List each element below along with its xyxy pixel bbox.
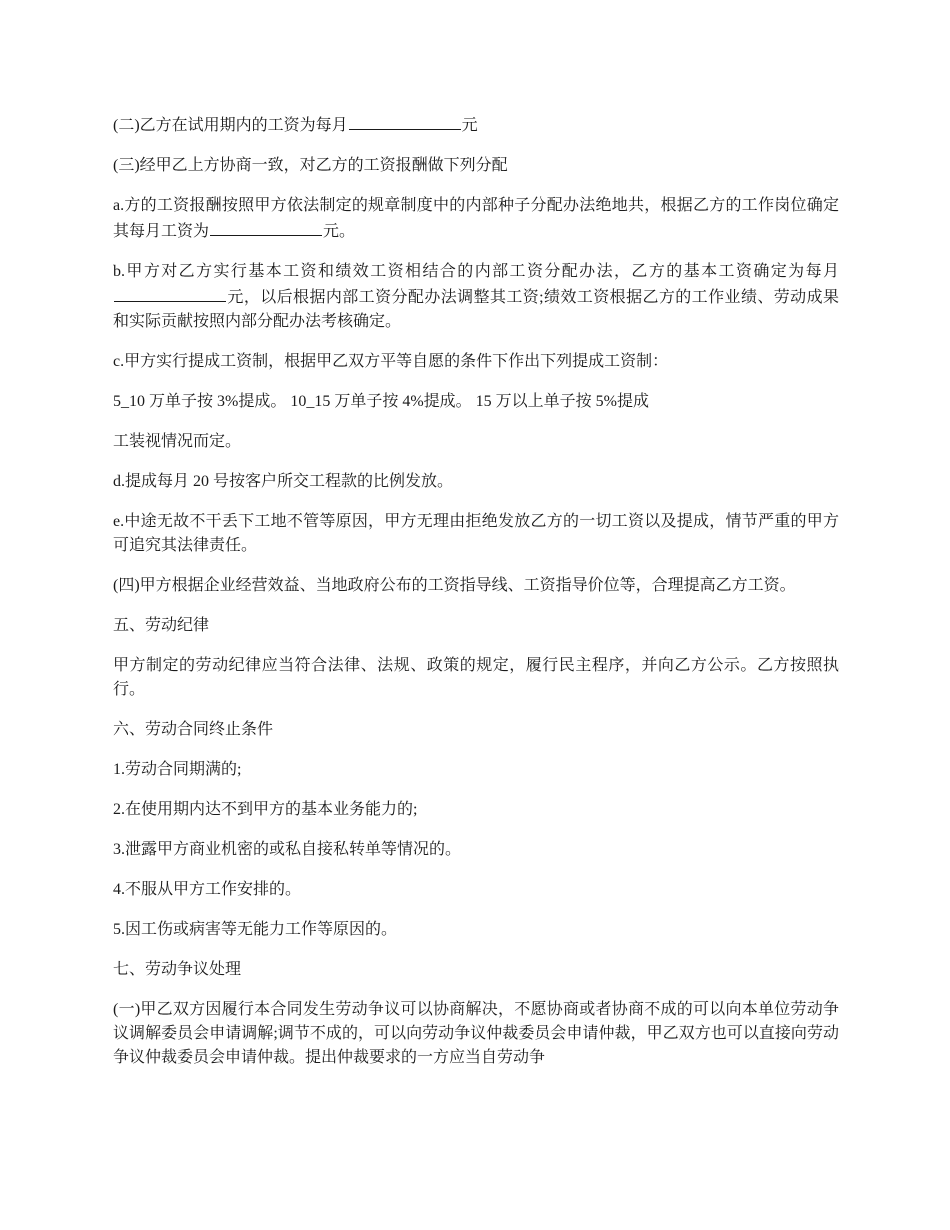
clause-e-paragraph: e.中途无故不干丢下工地不管等原因，甲方无理由拒绝发放乙方的一切工资以及提成，情节严重的甲方可追究其法律责任。 xyxy=(113,513,839,554)
termination-item-5: 5.因工伤或病害等无能力工作等原因的。 xyxy=(113,921,398,938)
clause-a-paragraph: a.方的工资报酬按照甲方依法制定的规章制度中的内部种子分配办法绝地共，根据乙方的工作岗位确定其每月工资为 元。 xyxy=(113,197,839,240)
salary-raise-paragraph: (四)甲方根据企业经营效益、当地政府公布的工资指导线、工资指导价位等，合理提高乙方工资。 xyxy=(113,577,796,594)
clause-b-paragraph: b.甲方对乙方实行基本工资和绩效工资相结合的内部工资分配办法，乙方的基本工资确定为每月元，以后根据内部工资分配办法调整其工资;绩效工资根据乙方的工作业绩、劳动成果和实际贡献按照内部分配办法考核确定。 xyxy=(113,263,839,330)
section-five-heading: 五、劳动纪律 xyxy=(113,617,210,634)
commission-rates-paragraph: 5_10 万单子按 3%提成。 10_15 万单子按 4%提成。 15 万以上单子按 5%提成 xyxy=(113,393,649,410)
termination-item-2: 2.在使用期内达不到甲方的基本业务能力的; xyxy=(113,801,418,818)
labor-discipline-paragraph: 甲方制定的劳动纪律应当符合法律、法规、政策的规定，履行民主程序，并向乙方公示。乙方按照执行。 xyxy=(113,657,839,698)
clause-d-paragraph: d.提成每月 20 号按客户所交工程款的比例发放。 xyxy=(113,473,454,490)
termination-item-4: 4.不服从甲方工作安排的。 xyxy=(113,881,302,898)
termination-item-1: 1.劳动合同期满的; xyxy=(113,761,242,778)
document-page xyxy=(113,112,839,1086)
base-salary-blank xyxy=(114,284,226,302)
monthly-salary-blank xyxy=(210,218,322,236)
termination-item-3: 3.泄露甲方商业机密的或私自接私转单等情况的。 xyxy=(113,841,462,858)
probation-salary-paragraph: (二)乙方在试用期内的工资为每月 元 xyxy=(113,112,839,138)
salary-distribution-paragraph: (三)经甲乙上方协商一致，对乙方的工资报酬做下列分配 xyxy=(113,157,508,174)
clause-c-paragraph: c.甲方实行提成工资制，根据甲乙双方平等自愿的条件下作出下列提成工资制： xyxy=(113,353,669,370)
probation-salary-blank xyxy=(349,112,461,130)
dispute-resolution-paragraph: (一)甲乙双方因履行本合同发生劳动争议可以协商解决，不愿协商或者协商不成的可以向本单位劳动争议调解委员会申请调解;调节不成的，可以向劳动争议仲裁委员会申请仲裁，甲乙双方也可以直接向劳动争议仲裁委员会申请仲裁。提出仲裁要求的一方应当自劳动争 xyxy=(113,1001,839,1066)
section-six-heading: 六、劳动合同终止条件 xyxy=(113,721,274,738)
section-seven-heading: 七、劳动争议处理 xyxy=(113,961,242,978)
work-clothes-paragraph: 工装视情况而定。 xyxy=(113,433,242,450)
